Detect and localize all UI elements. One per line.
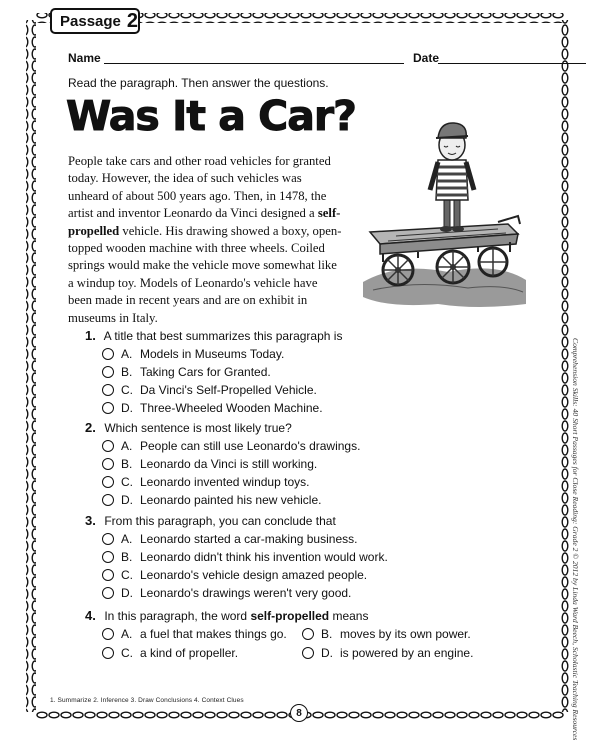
option-letter: B.	[121, 365, 133, 379]
option-text: Leonardo painted his new vehicle.	[140, 493, 322, 507]
answer-bubble[interactable]	[102, 348, 114, 360]
question-prompt	[85, 419, 485, 437]
option-text: Leonardo didn't think his invention would work.	[140, 550, 388, 564]
option-text: Three-Wheeled Wooden Machine.	[140, 401, 323, 415]
option-letter: B.	[321, 627, 333, 641]
name-label: Name	[68, 51, 101, 65]
answer-bubble[interactable]	[102, 366, 114, 378]
question-prompt	[85, 607, 485, 625]
option-letter: C.	[121, 383, 133, 397]
answer-option[interactable]	[285, 644, 473, 662]
answer-option[interactable]	[85, 625, 287, 643]
answer-bubble[interactable]	[102, 551, 114, 563]
option-text: Models in Museums Today.	[140, 347, 285, 361]
boy-on-cart-illustration	[358, 112, 528, 310]
footer-skills: 1. Summarize 2. Inference 3. Draw Conclusions 4. Context Clues	[50, 697, 244, 704]
name-date-row	[68, 51, 518, 67]
option-letter: A.	[121, 532, 133, 546]
question-number: 3.	[85, 513, 96, 528]
answer-bubble[interactable]	[102, 628, 114, 640]
option-text: People can still use Leonardo's drawings.	[140, 439, 361, 453]
date-label: Date	[413, 51, 440, 65]
question-2	[85, 419, 485, 509]
answer-bubble[interactable]	[102, 647, 114, 659]
question-number: 2.	[85, 420, 96, 435]
answer-option[interactable]	[85, 548, 485, 566]
option-text: Leonardo's drawings weren't very good.	[140, 586, 352, 600]
answer-option[interactable]	[85, 473, 485, 491]
option-letter: A.	[121, 347, 133, 361]
question-text: From this paragraph, you can conclude that	[104, 514, 336, 528]
option-letter: B.	[121, 457, 133, 471]
answer-option[interactable]	[85, 437, 485, 455]
option-text: Leonardo's vehicle design amazed people.	[140, 568, 368, 582]
option-letter: C.	[121, 568, 133, 582]
answer-bubble[interactable]	[102, 494, 114, 506]
name-field[interactable]	[104, 63, 404, 64]
answer-bubble[interactable]	[302, 628, 314, 640]
answer-option[interactable]	[85, 644, 238, 662]
answer-bubble[interactable]	[102, 533, 114, 545]
paragraph-text-1: People take cars and other road vehicles for granted today. However, the idea of such vehicles was unheard of about 500 years ago. Then, in 1478, the artist and inventor Leonardo da Vinci designed a	[68, 154, 331, 221]
date-field[interactable]	[438, 63, 586, 64]
option-letter: C.	[121, 646, 133, 660]
question-text: Which sentence is most likely true?	[104, 421, 292, 435]
question-4	[85, 607, 485, 663]
question-text	[104, 609, 368, 623]
question-prompt	[85, 327, 485, 345]
answer-bubble[interactable]	[102, 587, 114, 599]
option-letter: C.	[121, 475, 133, 489]
answer-option[interactable]	[85, 584, 485, 602]
option-letter: D.	[121, 401, 133, 415]
answer-option[interactable]	[85, 530, 485, 548]
option-text: is powered by an engine.	[340, 646, 474, 660]
answer-bubble[interactable]	[102, 440, 114, 452]
option-text: Da Vinci's Self-Propelled Vehicle.	[140, 383, 317, 397]
question-text: A title that best summarizes this paragraph is	[103, 329, 343, 343]
answer-option[interactable]	[285, 625, 471, 643]
answer-bubble[interactable]	[102, 476, 114, 488]
option-text: a fuel that makes things go.	[140, 627, 287, 641]
option-text: Leonardo started a car-making business.	[140, 532, 358, 546]
page-title: Was It a Car?	[66, 92, 356, 140]
answer-bubble[interactable]	[102, 569, 114, 581]
question-bold-term: self-propelled	[250, 609, 330, 623]
paragraph-bold-term: self-propelled	[68, 206, 341, 238]
page-number: 8	[290, 704, 308, 722]
option-letter: D.	[121, 586, 133, 600]
option-letter: D.	[121, 493, 133, 507]
question-text-after: means	[329, 609, 369, 623]
option-text: moves by its own power.	[340, 627, 471, 641]
question-text-before: In this paragraph, the word	[104, 609, 251, 623]
answer-option[interactable]	[85, 345, 485, 363]
option-text: Leonardo da Vinci is still working.	[140, 457, 318, 471]
side-credit: Comprehension Skills: 40 Short Passages for Close Reading: Grade 2 © 2012 by Linda Ward Beech, Scholastic Teaching Resources	[571, 338, 580, 740]
passage-tab	[50, 8, 140, 34]
answer-option[interactable]	[85, 381, 485, 399]
answer-option[interactable]	[85, 491, 485, 509]
option-letter: A.	[121, 627, 133, 641]
question-number: 4.	[85, 608, 96, 623]
answer-option[interactable]	[85, 566, 485, 584]
answer-option[interactable]	[85, 363, 485, 381]
answer-option[interactable]	[85, 455, 485, 473]
paragraph-text-2: vehicle. His drawing showed a boxy, open-topped wooden machine with three wheels. Coiled springs would make the vehicle move somewhat like a windup toy. Models of Leonardo's vehicle have been made in recent years and are on exhibit in museums in Italy.	[68, 223, 342, 325]
answer-bubble[interactable]	[302, 647, 314, 659]
option-text: a kind of propeller.	[140, 646, 239, 660]
question-1	[85, 327, 485, 417]
question-number: 1.	[85, 328, 96, 343]
answer-options-grid	[85, 625, 485, 663]
answer-bubble[interactable]	[102, 458, 114, 470]
answer-bubble[interactable]	[102, 384, 114, 396]
option-letter: A.	[121, 439, 133, 453]
passage-number: 2	[126, 9, 139, 32]
question-prompt	[85, 512, 485, 530]
question-3	[85, 512, 485, 602]
answer-bubble[interactable]	[102, 402, 114, 414]
reading-paragraph	[68, 153, 343, 327]
option-letter: B.	[121, 550, 133, 564]
instructions: Read the paragraph. Then answer the questions.	[68, 76, 329, 90]
passage-label: Passage	[60, 12, 121, 30]
option-text: Taking Cars for Granted.	[140, 365, 271, 379]
option-text: Leonardo invented windup toys.	[140, 475, 310, 489]
option-letter: D.	[321, 646, 333, 660]
answer-option[interactable]	[85, 399, 485, 417]
